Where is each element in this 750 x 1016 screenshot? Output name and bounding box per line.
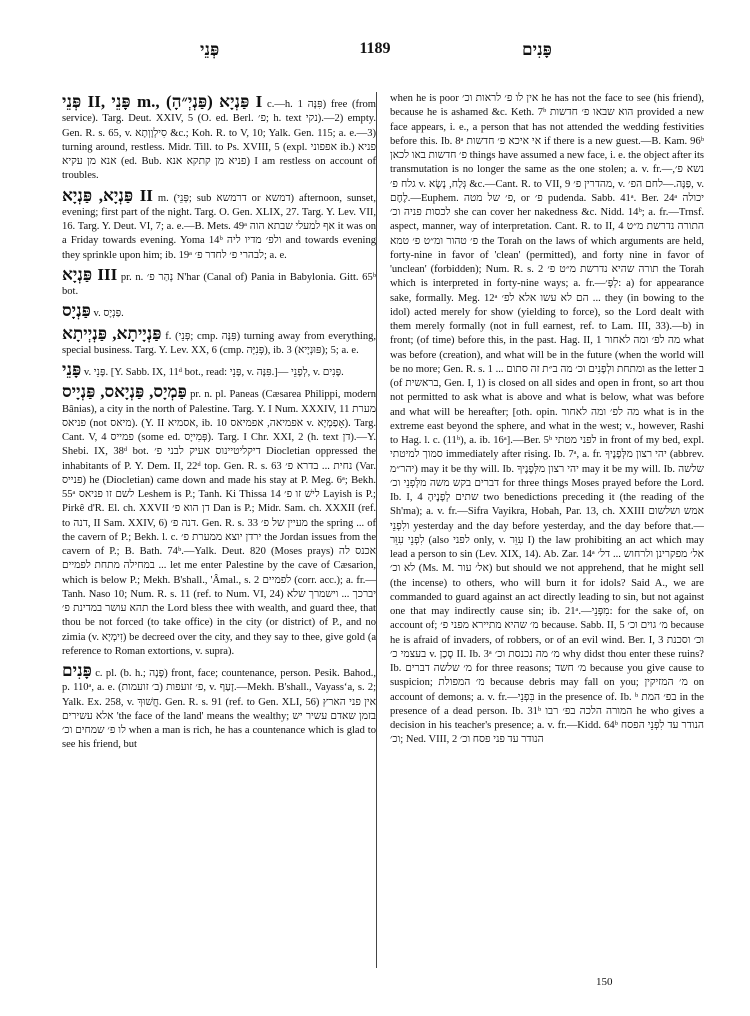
dictionary-entry bbox=[62, 186, 376, 263]
entry-headword: פָּנִים bbox=[62, 661, 92, 680]
entry-text: pr. n. נְהַר פ׳ N'har (Canal of) Pania in Babylonia. Gitt. 65ᵇ bot. bbox=[62, 271, 376, 297]
entry-headword: פַּנְיָס bbox=[62, 301, 91, 321]
entry-text: c.—h. פִּנָּה 1) free (from service). Targ. Deut. XXIV, 5 (O. ed. Berl. פ׳; h. text נקי).—2) empty. Gen. R. s. 65, v. סִילְוָוְתָא &c.; Koh. R. to V, 10; Yalk. Gen. 115; a. e.—3) turning around, restless. Midr. Till. to Ps. XVIII, 5 (expl. אפפוני ib.) פניא אנא מן עקיא (ed. Bub. פניא מן קתקא אנא) I am restless on account of troubles. bbox=[62, 99, 376, 182]
dictionary-entry bbox=[62, 382, 376, 659]
dictionary-entry bbox=[62, 661, 376, 753]
entry-text: m. (פְּנֵי; sub דרמשא or דמשא) afternoon, sunset, evening; first part of the night. Targ. O. Gen. XLIX, 27. Targ. Y. Lev. VII, 16. Targ. Y. Deut. VI, 7; a. e.—B. Mets. 49ᵃ אף למעלי שבתא הוה it was on a Friday towards evening. Yoma 14ᵇ ולפ׳ מדיו ליה and towards evening they sprinkle upon him; ib. 19ᵃ לבהרי פ׳ לחדר פ׳; a. e. bbox=[62, 192, 376, 261]
entry-headword: פְּנֵי II, פָּנֵי m., פַּנְיָא (פַּנְיְ״הָ) I bbox=[62, 92, 263, 111]
entry-headword: פַּנְיָא III bbox=[62, 264, 118, 284]
running-header bbox=[0, 40, 750, 64]
entry-text: when he is poor אין לו פ׳ לראות וכ׳ he has not the face to see (his friend), because he is ashamed &c. Keth. 7ᵇ הוא שבאו פ׳ חדשות provided a new face appears, i. e., a person that has not attended the wedding festivities before this. Ib. 8ᵃ אי איכא פ׳ חדשות if there is a new guest.—B. Kam. 96ᵇ פ׳ חדשות באו לכאן things have assumed a new face, i. e. the object after its transmutation is no longer the same as the one stolen; a. v. fr.—נשא פ׳, גלח פ׳ v. גְּלַח, נָשָׂא &c.—Cant. R. to VII, 9 מהדרין פ׳, v. פַּנָּה.—לחם הפ׳, v. לֶחֶם.—Euphem. פ׳ של מטה, or פ׳ pudenda. Sabb. 41ᵃ. Ber. 24ᵃ יכולה לכסות פניה וכ׳ she can cover her nakedness &c. Nidd. 14ᵇ; a. fr.—Trnsf. aspect, manner, way of interpretation. Cant. R. to II, 4 התורה נדרשת מ״ט פ׳ טהור ומ״ט פ׳ טמא the Torah on the laws of which arguments are held, forty-nine in favor of 'clean' (permitted), and forty nine in favor of 'unclean' (forbidden); Num. R. s. 2 תורה שהיא נדרשת מ״ט פ׳ the Torah which is interpreted in forty-nine ways; a. fr.—לְפָּ׳: a) for appearance sake, formally. Meg. 12ᵃ הם לא עשו אלא לפ׳ ... they (in bowing to the idol) acted merely for show (yielding to force), so the Lord dealt with them merely formally (not in full earnest, ref. to Lam. III, 33).—b) in front; (of time) before this, in the past. Hag. II, 1 מה לפ׳ ומה לאחור what was before (creation), and what will be in the future (when the world will be no more; Gen. R. s. 1 ... ומתחת ולְפָנִים וכ׳ מה ב״ת זה סתום as the letter ב (of בראשית, Gen. I, 1) is closed on all sides and open in front, so art thou not permitted to ask what is above and what is below, what was before and what will be hereafter; [oth. opin. מה לפ׳ ומה לאחור what is in the extreme east beyond the sphere, and what in the west; v., however, Rashi to Hag. l. c. (11ᵇ), a. ib. 16ᵃ].—Ber. 5ᵇ לפני מטתי in front of my bed, expl. סמוך למיטתי immediately after rising. Ib. 7ᵃ, a. fr. יהי רצון מלְּפָנֶיךָ (abbrev. יהר״מ) may it be thy will. Ib. יהי רצון מלְּפָנֶיךָ may it be my will. Ib. שלשה דברים בקש משה מלְּפְנֵי וכ׳ for three things Moses prayed before the Lord. Ib. I, 4 שתים לְפָנֶיהָ two benedictions preceding it (the reading of the Sh'ma); a. v. fr.—Sifra Vayikra, Hobah, Par. 13, ch. XXIII אמש ושלשום ולִפְנֵי yesterday and the day before yesterday, and the day before that.—לִפְנֵי עִוֵּר (also לפני only, v. עִוֵּר I) the law prohibiting an act which may lead a person to sin (Lev. XIX, 14). Ab. Zar. 14ᵃ אל׳ מפקרינן ולרחוש ... דל׳ לא וכ׳ (Ms. M. אל׳ עור) but should we not apprehend, that he might sell (the incense) to others, who will burn it for idols? Said A., we are commanded to guard against an act directly leading to sin, but not against one that may indirectly cause sin; ib. 21ᵃ.—מִפְּנֵי: for the sake of, on account of; מ׳ שהיא מתיירא מפני פ׳ because. Sabb. II, 5 מ׳ גוים וכ׳ because he is afraid of invaders, of robbers, or of an evil wind. Ber. I, 3 וכ׳ וסכנת בעצמי כ׳ v. סָכַן II. Ib. 3ᵃ מ׳ מה נכנסת וכ׳ why didst thou enter these ruins? Ib. מ׳ שלשה דברים for three reasons; מ׳ חשד because you give cause to suspicion; מ׳ המפולת because debris may fall on you; מ׳ המזיקין on account of demons; a. v. fr.—בִּפְנֵי in the presence of. Ib. ᵇ בפ׳ המת in the presence of a dead person. Ib. 31ᵇ המורה הלכה בפ׳ רבו he who gives a decision in his teacher's presence; a. v. fr.—Kidd. 64ᵇ הנודר עד לִפְנֵי הפסח וכ׳; Ned. VIII, 2 הנודר עד פני פסח וכ׳ bbox=[390, 93, 704, 746]
entry-headword: פָּנֵי bbox=[62, 360, 82, 379]
left-column bbox=[62, 90, 376, 970]
entry-headword: פַּנְיָיתָא, פַּנְיְיתָא bbox=[62, 323, 162, 343]
right-column bbox=[390, 90, 704, 970]
entry-text: pr. n. pl. Paneas (Cæsarea Philippi, modern Bânias), a city in the north of Palestine. Targ. Y. I Num. XXXIV, 11 מערת פניאס (not מיאס). (Y. II אסמיא, ib. 10 אפמיאה, אפמיאס v. אָפַמְיָא). Targ. Cant. V, 4 פמייס (some ed. פְּמִייָס). Targ. I Chr. XXI, 2 (h. text דן).—Y. Shebi. IX, 38ᵈ bot. דיקליטיינוס אעיק לבני פ׳ Diocletian oppressed the inhabitants of P. Y. Dem. II, 22ᵈ top. Gen. R. s. 63 נחית ... בדרא פ׳ (Var. פנייס) he (Diocletian) came down and made his stay at P. Meg. 6ᵃ; Bekh. 55ᵃ לשם זו פניאס Leshem is P.; Tanh. Ki Thissa 14 לישׁ זו פ׳ Layish is P.; Pirkê d'R. El. ch. XXVII דן הוא פ׳ Dan is P.; Midr. Sam. ch. XXXII (ref. to דנה, II Sam. XXIV, 6) דנה פ׳. Gen. R. s. 33 מעיין של פ׳ the spring ... of the cavern of P.; Bekh. l. c. ירדן יוצא ממערת פ׳ the Jordan issues from the cavern of P.; B. Bath. 74ᵇ.—Yalk. Deut. 820 (Moses prays) אכנס לה במחילה מתחת לפמיים ... let me enter Palestine by the cave of Cæsarion, which is below P.; Mekh. B'shall., 'Âmal., s. 2 לפמיים (corr. acc.); a. fr.—Tanh. Naso 10; Num. R. s. 11 (ref. to Num. VI, 24) יברכך ... וישמרך שלא תהא עושר במדינת פ׳ the Lord bless thee with wealth, and guard thee, that thou be not forced (to take office) in the city (or district) of P., and no zimia (v. זִימְיָא) be decreed over the city, and they say to thee, give gold (a reference to Roman extortions, v. supra). bbox=[62, 389, 376, 657]
entry-text: c. pl. (b. h.; פָּנָה) front, face; countenance, person. Pesik. Bahod., p. 110ᵃ, a. e. פ׳ זועפות (ב׳ זועמות), v. זָעַף.—Mekh. B'shall., Vayassʻa, s. 2; Yalk. Ex. 258, v. חֲשׁוּךְ. Gen. R. s. 91 (ref. to Gen. XLI, 56) אין פני הארץ אלא עשירים 'the face of the land' means the wealthy; בזמן שאדם עשיר יש לו פ׳ שמחים וכ׳ when a man is rich, he has a countenance which is glad to see his friend, but bbox=[62, 668, 376, 751]
dictionary-entry bbox=[62, 92, 376, 184]
header-right-word: פָּנִים bbox=[522, 40, 552, 59]
column-divider bbox=[376, 92, 377, 968]
signature-number: 150 bbox=[596, 976, 613, 988]
entry-text: f. (פְּנֵי; cmp. פִּנָּה) turning away from everything, special business. Targ. Y. Lev. XX, 6 (cmp. פְּנִיָּה), ib. 3 (פּוּנְיָיא); 5; a. e. bbox=[62, 330, 376, 356]
entry-headword: פַּמְיָס, פַּנְיָאס, פַּנְיָיס bbox=[62, 382, 187, 402]
entry-headword: פַּנְיָא, פַּנְיָא II bbox=[62, 185, 153, 205]
entry-text: v. פָּנֵי. [Y. Sabb. IX, 11ᵈ bot., read: פָּנֵי, v. פִּנָּה.]— לְפָנֵי, v. פָּנִים. bbox=[83, 367, 344, 378]
dictionary-entry bbox=[390, 92, 704, 748]
dictionary-entry bbox=[62, 360, 376, 380]
header-left-word: פְּנֵי bbox=[200, 40, 220, 59]
page-number: 1189 bbox=[359, 40, 391, 57]
dictionary-entry bbox=[62, 265, 376, 300]
dictionary-entry bbox=[62, 301, 376, 321]
entry-text: v. פַּנְיָס. bbox=[93, 308, 124, 320]
dictionary-entry bbox=[62, 324, 376, 359]
